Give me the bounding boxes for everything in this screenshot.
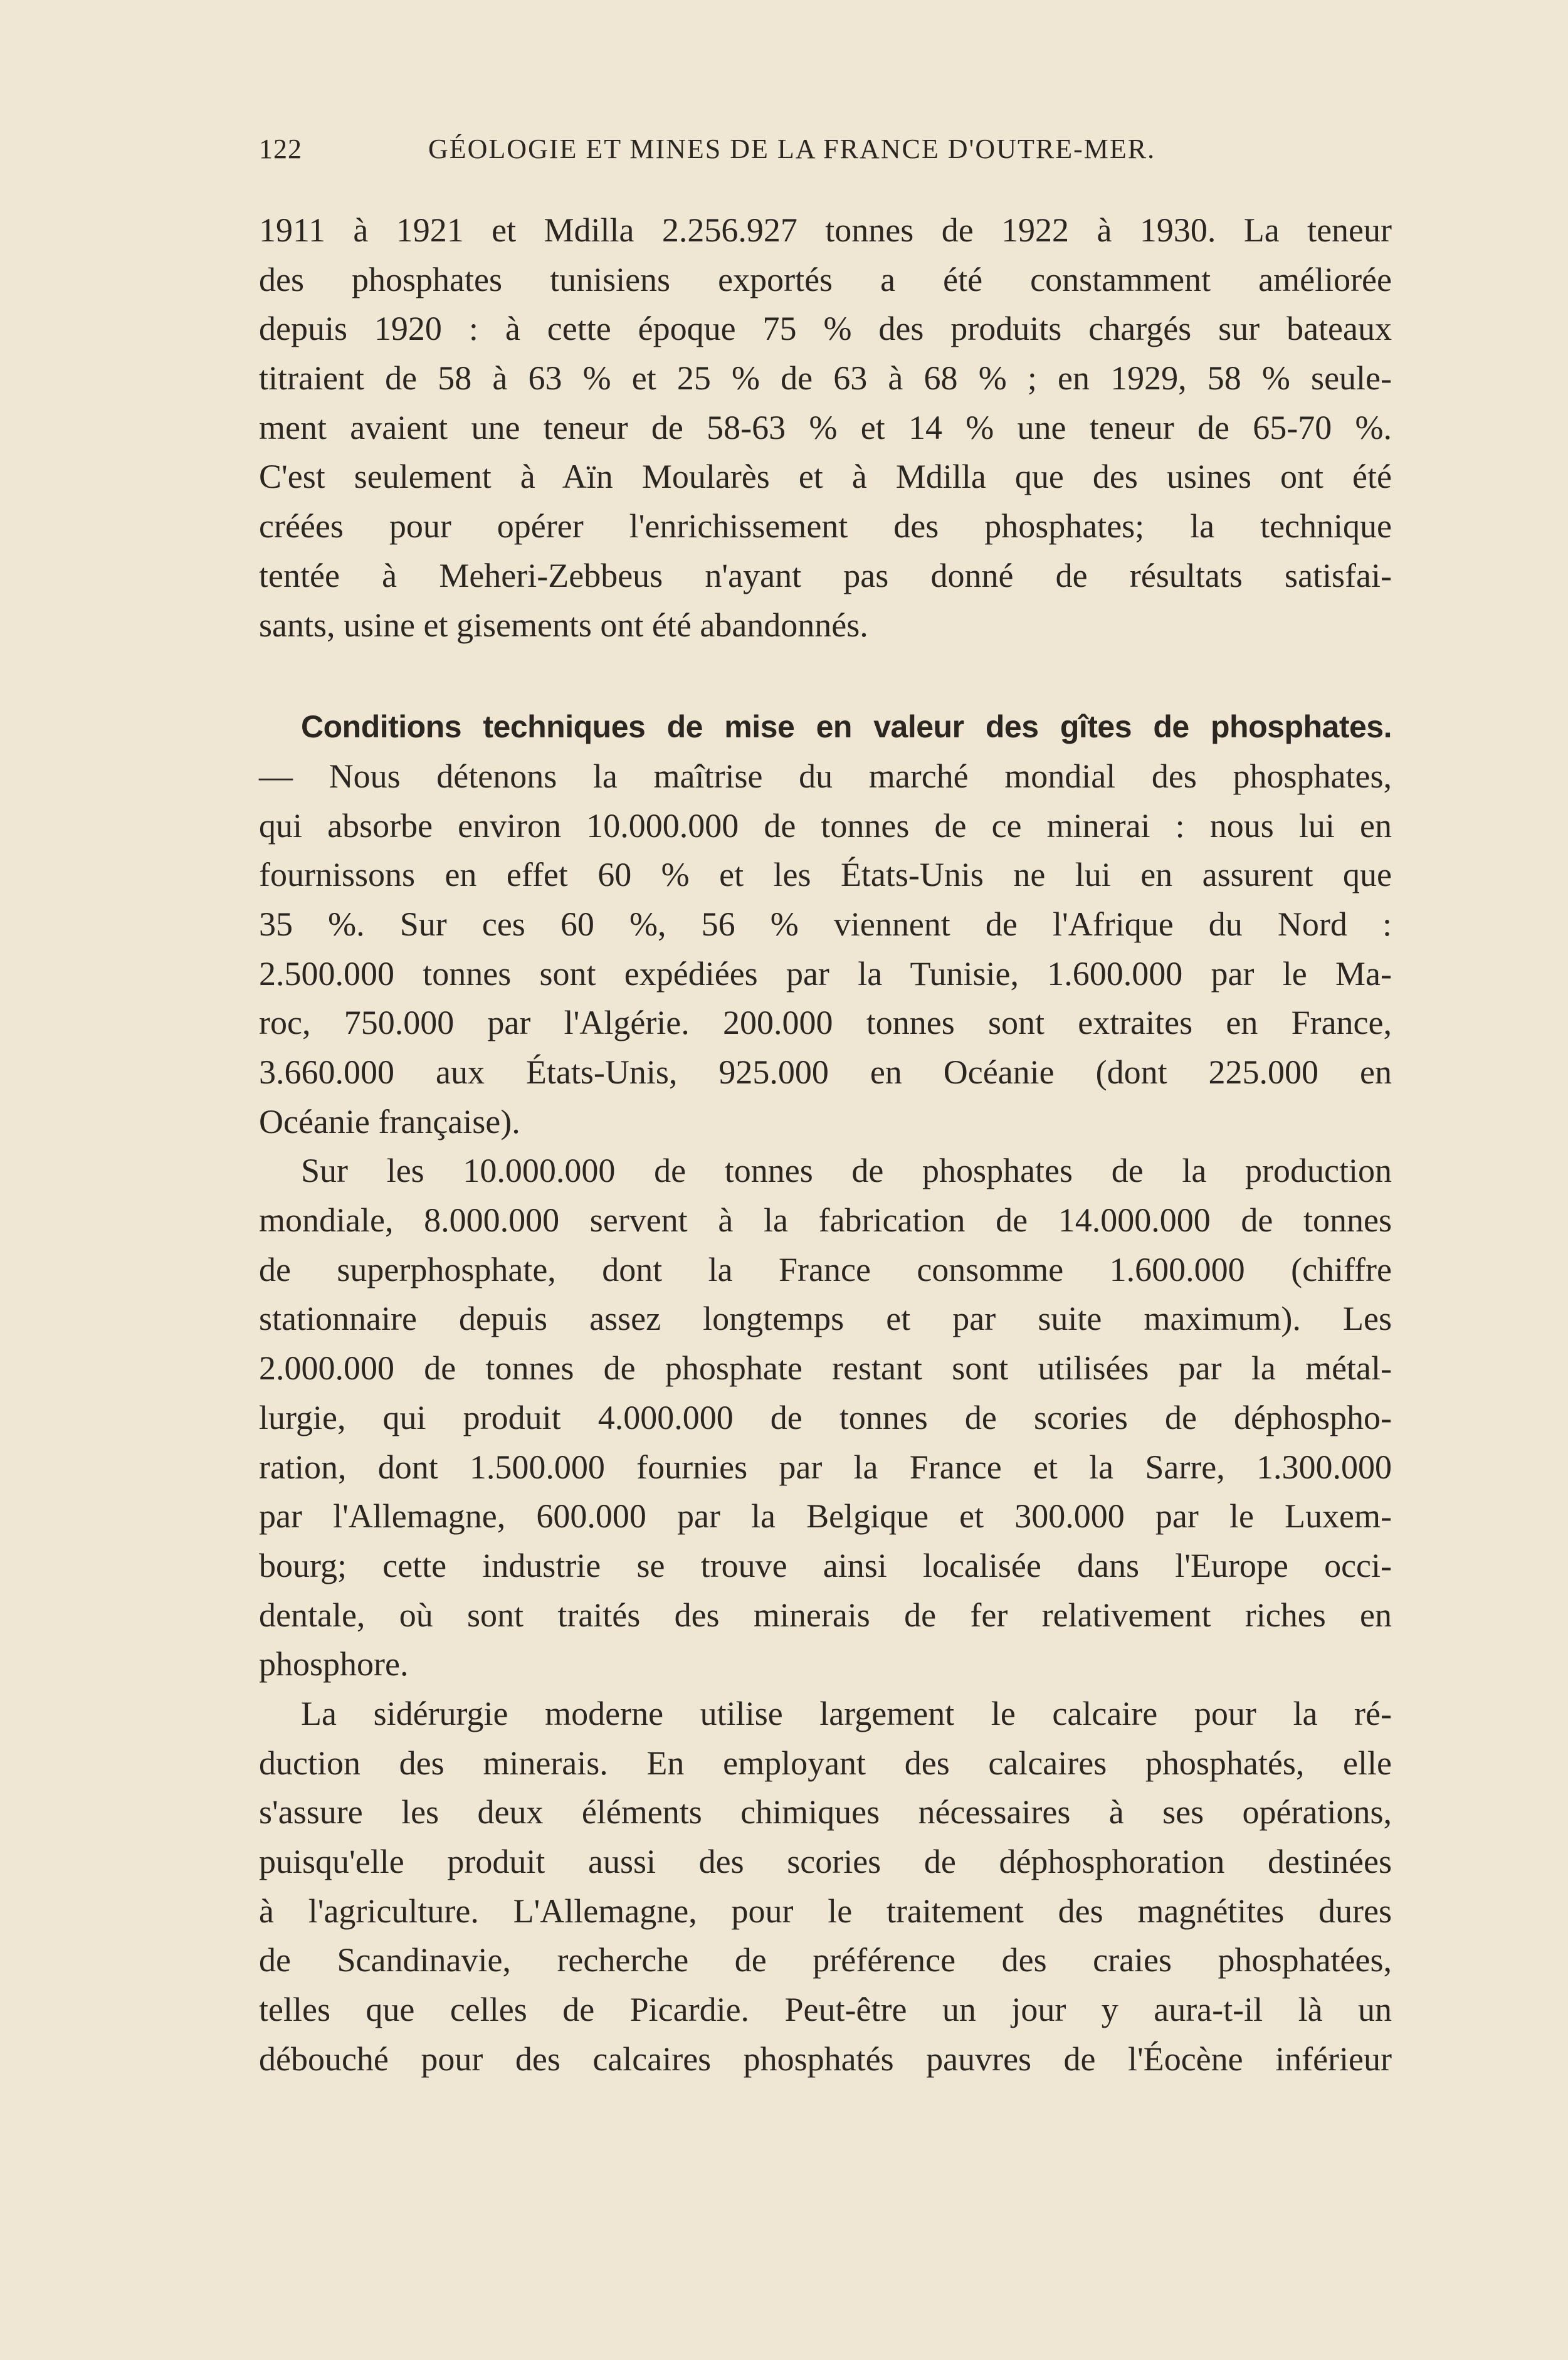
text-line: Océanie française). — [259, 1102, 520, 1140]
text-line: 35 %. Sur ces 60 %, 56 % viennent de l'Afrique du Nord : — [259, 905, 1392, 943]
text-line: 2.000.000 de tonnes de phosphate restant sont utilisées par la métal- — [259, 1349, 1392, 1388]
text-line: 2.500.000 tonnes sont expédiées par la Tunisie, 1.600.000 par le Ma- — [259, 954, 1392, 993]
text-line: lurgie, qui produit 4.000.000 de tonnes de scories de déphospho- — [259, 1398, 1392, 1436]
text-line: des phosphates tunisiens exportés a été constamment améliorée — [259, 260, 1392, 298]
text-line: phosphore. — [259, 1645, 409, 1683]
text-line: de superphosphate, dont la France consomme 1.600.000 (chiffre — [259, 1250, 1392, 1288]
text-line: 1911 à 1921 et Mdilla 2.256.927 tonnes de 1922 à 1930. La teneur — [259, 211, 1392, 249]
paragraph — [259, 1689, 1392, 2084]
paragraph — [259, 1146, 1392, 1689]
text-line: fournissons en effet 60 % et les États-Unis ne lui en assurent que — [259, 856, 1392, 894]
running-title: GÉOLOGIE ET MINES DE LA FRANCE D'OUTRE-MER. — [428, 134, 1156, 164]
text-line: créées pour opérer l'enrichissement des phosphates; la technique — [259, 507, 1392, 545]
text-line: stationnaire depuis assez longtemps et par suite maximum). Les — [259, 1300, 1392, 1338]
text-line: qui absorbe environ 10.000.000 de tonnes de ce minerai : nous lui en — [259, 806, 1392, 845]
text-line: tentée à Meheri-Zebbeus n'ayant pas donné de résultats satisfai- — [259, 556, 1392, 594]
text-line: sants, usine et gisements ont été abandonnés. — [259, 606, 868, 644]
text-line: bourg; cette industrie se trouve ainsi localisée dans l'Europe occi- — [259, 1546, 1392, 1584]
text-line: duction des minerais. En employant des calcaires phosphatés, elle — [259, 1744, 1392, 1782]
text-line: C'est seulement à Aïn Moularès et à Mdilla que des usines ont été — [259, 458, 1392, 496]
text-line: de Scandinavie, recherche de préférence des craies phosphatées, — [259, 1941, 1392, 1979]
text-line: roc, 750.000 par l'Algérie. 200.000 tonnes sont extraites en France, — [259, 1004, 1392, 1042]
text-line: dentale, où sont traités des minerais de fer relativement riches en — [259, 1596, 1392, 1634]
text-line: — Nous détenons la maîtrise du marché mondial des phosphates, — [259, 757, 1392, 795]
page-number: 122 — [259, 134, 302, 164]
text-line: à l'agriculture. L'Allemagne, pour le traitement des magnétites dures — [259, 1892, 1392, 1930]
text-line: telles que celles de Picardie. Peut-être un jour y aura-t-il là un — [259, 1991, 1392, 2029]
text-line: 3.660.000 aux États-Unis, 925.000 en Océanie (dont 225.000 en — [259, 1053, 1392, 1091]
text-line: titraient de 58 à 63 % et 25 % de 63 à 68 % ; en 1929, 58 % seule- — [259, 359, 1392, 398]
text-line: débouché pour des calcaires phosphatés pauvres de l'Éocène inférieur — [259, 2040, 1392, 2078]
text-line: mondiale, 8.000.000 servent à la fabrication de 14.000.000 de tonnes — [259, 1201, 1392, 1240]
section-paragraph — [259, 702, 1392, 1146]
text-line: puisqu'elle produit aussi des scories de déphosphoration destinées — [259, 1843, 1392, 1880]
text-line: La sidérurgie moderne utilise largement le calcaire pour la ré- — [301, 1694, 1392, 1732]
text-line: ration, dont 1.500.000 fournies par la France et la Sarre, 1.300.000 — [259, 1448, 1392, 1486]
paragraph — [259, 206, 1392, 650]
running-header — [259, 133, 1392, 177]
text-line: depuis 1920 : à cette époque 75 % des produits chargés sur bateaux — [259, 310, 1392, 348]
section-heading: Conditions techniques de mise en valeur des gîtes de phosphates. — [301, 709, 1392, 745]
text-line: Sur les 10.000.000 de tonnes de phosphates de la production — [301, 1152, 1392, 1190]
text-line: s'assure les deux éléments chimiques nécessaires à ses opérations, — [259, 1793, 1392, 1831]
page-body — [259, 206, 1392, 2083]
text-line: ment avaient une teneur de 58-63 % et 14 % une teneur de 65-70 %. — [259, 408, 1392, 446]
text-line: par l'Allemagne, 600.000 par la Belgique et 300.000 par le Luxem- — [259, 1497, 1392, 1536]
